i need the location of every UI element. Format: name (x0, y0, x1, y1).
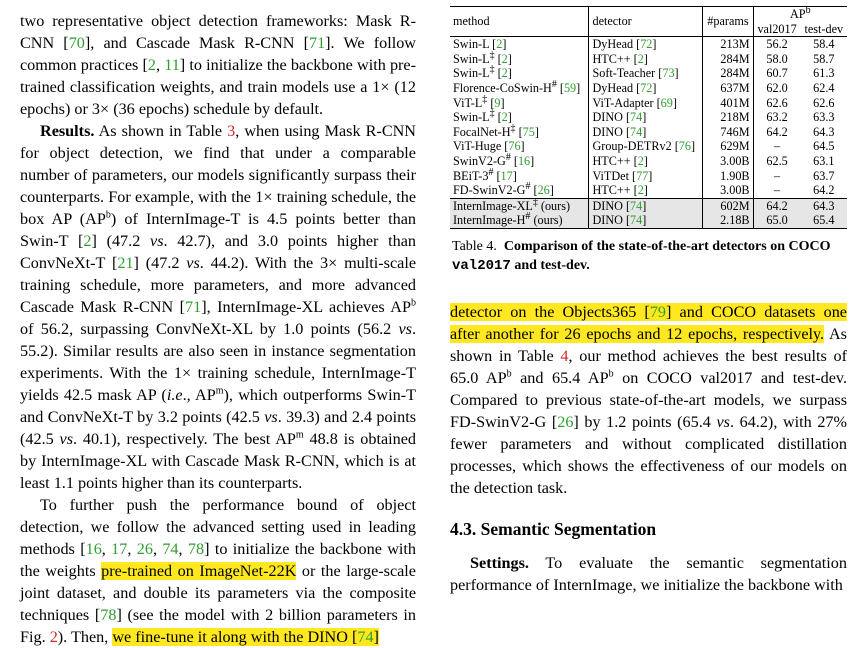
table-row (450, 154, 847, 169)
cell-detector: DINO [74] (589, 125, 703, 140)
cell-params: 2.18B (703, 213, 753, 228)
cell-detector: ViT-Adapter [69] (589, 96, 703, 111)
table-header-row (450, 7, 847, 22)
cell-params: 3.00B (703, 183, 753, 198)
table-row (450, 96, 847, 111)
table-row-ours (450, 213, 847, 228)
cell-detector: Soft-Teacher [73] (589, 66, 703, 81)
cell-test-dev: 62.6 (813, 95, 835, 110)
cell-method: BEiT-3# [17] (453, 166, 517, 183)
cell-method: ViT-Huge [76] (453, 139, 525, 154)
cell-detector: DyHead [72] (589, 37, 703, 52)
cell-detector: DINO [74] (589, 110, 703, 125)
left-column (20, 0, 416, 648)
cell-params: 637M (703, 81, 753, 96)
cell-detector: HTC++ [2] (589, 52, 703, 67)
cell-method: Swin-L‡ [2] (453, 49, 512, 66)
cell-params: 284M (703, 52, 753, 67)
cell-detector: Group-DETRv2 [76] (589, 139, 703, 154)
header-method: method (450, 7, 589, 37)
cell-val2017: – (753, 169, 801, 184)
cell-method: SwinV2-G# [16] (453, 151, 535, 168)
table-row (450, 125, 847, 140)
cell-test-dev: 64.5 (813, 139, 835, 154)
cell-params: 401M (703, 96, 753, 111)
cell-params: 218M (703, 110, 753, 125)
header-ap: $AP^b$ (753, 7, 847, 22)
cell-test-dev: 62.4 (813, 80, 835, 95)
cell-detector: DINO [74] (589, 213, 703, 228)
cell-val2017: – (753, 183, 801, 198)
section-heading: 4.3. Semantic Segmentation (450, 518, 657, 539)
results-title: Results. (40, 122, 95, 140)
table-row (450, 66, 847, 81)
cell-detector: DyHead [72] (589, 81, 703, 96)
cell-detector: HTC++ [2] (589, 154, 703, 169)
table-row (450, 183, 847, 198)
cell-test-dev: 58.4 (813, 37, 835, 52)
cell-method: FD-SwinV2-G# [26] (453, 181, 554, 198)
paragraph-results: Results. As shown in Table 3, when using Mask R-CNN for object detection, we find that under a comparable number of parameters, our models significantly surpass their counterparts. For example, with the 1× training schedule, the box AP $(AP^b)$ of InternImage-T is 4.5 points better than Swin-T [2] (47.2 vs. 42.7), and 3.0 points higher than ConvNeXt-T [21] (47.2 vs. 44.2). With the 3× multi-scale training schedule, more parameters, and more advanced Cascade Mask R-CNN [71], InternImage-XL achieves $AP^b$ of 56.2, surpassing ConvNeXt-XL by 1.0 points (56.2 vs. 55.2). Similar results are also seen in instance segmentation experiments. With the 1× training schedule, InternImage-T yields 42.5 mask AP (i.e., $AP^m$), which outperforms Swin-T and ConvNeXt-T by 3.2 points (42.5 vs. 39.3) and 2.4 points (42.5 vs. 40.1), respectively. The best $AP^m$ 48.8 is obtained by InternImage-XL with Cascade Mask R-CNN, which is at least 1.1 points higher than its counterparts. (20, 122, 417, 492)
cell-method: Swin-L [2] (453, 37, 507, 52)
cell-val2017: 60.7 (753, 66, 801, 81)
cell-method: InternImage-H# (ours) (450, 213, 589, 228)
table-row (450, 110, 847, 125)
cell-test-dev: 65.4 (801, 213, 847, 228)
table-row (450, 81, 847, 96)
paragraph-intro: two representative object detection frameworks: Mask R-CNN [70], and Cascade Mask R-CNN [71]. We follow common practices [2, 11] to initialize the backbone with pre-trained classification weights, and train models use a 1× (12 epochs) or 3× (36 epochs) schedule by default. (20, 12, 417, 118)
cell-val2017: 64.2 (753, 125, 801, 140)
cell-val2017: 65.0 (753, 213, 801, 228)
right-column (450, 0, 847, 596)
cell-params: 213M (703, 37, 753, 52)
table-row (450, 169, 847, 184)
cell-method: Swin-L‡ [2] (453, 64, 512, 81)
cell-detector: ViTDet [77] (589, 169, 703, 184)
cell-val2017: 58.0 (753, 52, 801, 67)
results-table (450, 6, 847, 229)
header-params: #params (703, 7, 753, 37)
cell-test-dev: 58.7 (813, 51, 835, 66)
cell-method: InternImage-XL‡ (ours) (450, 198, 589, 213)
paragraph-detector: detector on the Objects365 [79] and COCO datasets one after another for 26 epochs and 12 epochs, respectively. As shown in Table 4, our method achieves the best results of 65.0 $AP^b$ and 65.4 $AP^b$ on COCO val2017 and test-dev. Compared to previous state-of-the-art models, we surpass FD-SwinV2-G [26] by 1.2 points (65.4 vs. 64.2), with 27% fewer parameters and without complicated distillation processes, which shows the effectiveness of our models on the detection task. (450, 302, 848, 497)
cell-params: 602M (703, 198, 753, 213)
cell-val2017: 62.0 (753, 81, 801, 96)
cell-val2017: – (753, 139, 801, 154)
paragraph-settings: Settings. To evaluate the semantic segmentation performance of InternImage, we initialize the backbone with (450, 553, 847, 594)
cell-test-dev: 64.3 (813, 124, 835, 139)
cell-params: 1.90B (703, 169, 753, 184)
table-row-ours (450, 198, 847, 213)
cell-val2017: 63.2 (753, 110, 801, 125)
table-row (450, 37, 847, 52)
cell-val2017: 62.6 (753, 96, 801, 111)
cell-params: 3.00B (703, 154, 753, 169)
cell-method: FocalNet-H‡ [75] (453, 122, 539, 139)
cell-method: Swin-L‡ [2] (453, 108, 512, 125)
cell-val2017: 56.2 (753, 37, 801, 52)
cell-test-dev: 63.7 (813, 168, 835, 183)
cell-params: 284M (703, 66, 753, 81)
cell-test-dev: 63.1 (813, 153, 835, 168)
header-test-dev: test-dev (801, 22, 847, 37)
cell-test-dev: 61.3 (813, 66, 835, 81)
cell-detector: HTC++ [2] (589, 183, 703, 198)
cell-val2017: 64.2 (753, 198, 801, 213)
header-val2017: val2017 (753, 22, 801, 37)
header-detector: detector (589, 7, 703, 37)
cell-params: 629M (703, 139, 753, 154)
cell-test-dev: 64.3 (801, 198, 847, 213)
cell-test-dev: 63.3 (813, 110, 835, 125)
cell-method: Florence-CoSwin-H# [59] (453, 78, 581, 95)
cell-test-dev: 64.2 (813, 183, 835, 198)
cell-detector: DINO [74] (589, 198, 703, 213)
table-caption: Table 4. Comparison of the state-of-the-art detectors on COCO val2017 and test-dev. (452, 238, 831, 274)
table-row (450, 52, 847, 67)
cell-val2017: 62.5 (753, 154, 801, 169)
paragraph-further: To further push the performance bound of object detection, we follow the advanced setting used in leading methods [16, 17, 26, 74, 78] to initialize the backbone with the weights pre-trained on ImageNet-22K or the large-scale joint dataset, and double its parameters via the composite techniques [78] (see the model with 2 billion parameters in Fig. 2). Then, we fine-tune it along with the DINO [74] (20, 496, 416, 646)
cell-params: 746M (703, 125, 753, 140)
cell-method: ViT-L‡ [9] (453, 93, 505, 110)
